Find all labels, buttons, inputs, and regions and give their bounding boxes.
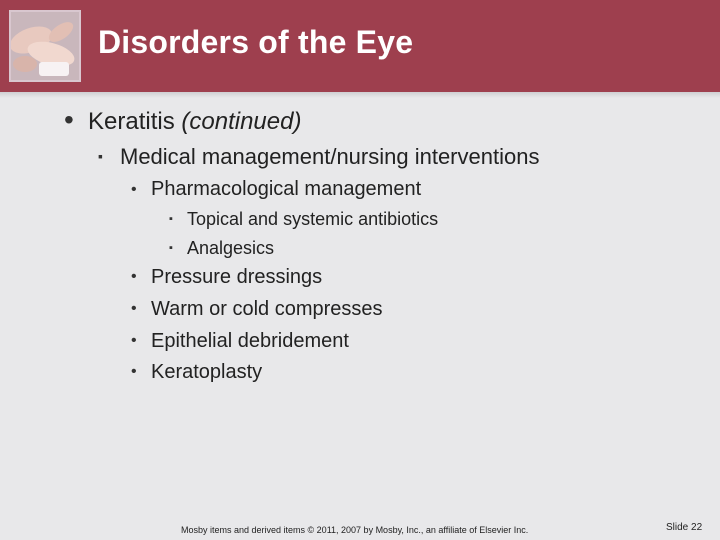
bullet-level4: ▪ <box>169 242 173 254</box>
bullet-keratitis <box>88 108 301 136</box>
continued-label: (continued) <box>181 108 302 135</box>
bullet-debridement: Epithelial debridement <box>151 330 349 352</box>
bullet-level3: • <box>131 332 137 349</box>
bullet-analgesics: Analgesics <box>187 238 275 258</box>
bullet-level1: • <box>64 104 74 135</box>
bullet-level3: • <box>131 268 137 285</box>
hands-photo-image <box>9 10 81 82</box>
slide-number: Slide 22 <box>666 522 703 533</box>
slide-title: Disorders of the Eye <box>98 24 414 60</box>
bullet-level3: • <box>131 363 137 380</box>
bullet-keratoplasty: Keratoplasty <box>151 361 263 383</box>
header-shadow <box>0 92 720 98</box>
bullet-level3: • <box>131 300 137 317</box>
keratitis-label: Keratitis <box>88 108 182 135</box>
bullet-level4: ▪ <box>169 213 173 225</box>
bullet-medical-management: Medical management/nursing interventions <box>120 144 540 169</box>
bullet-antibiotics: Topical and systemic antibiotics <box>187 209 439 229</box>
bullet-pressure-dressings: Pressure dressings <box>151 266 323 288</box>
copyright-footer: Mosby items and derived items © 2011, 2007 by Mosby, Inc., an affiliate of Elsevier Inc. <box>181 525 529 535</box>
bullet-level3: • <box>131 181 137 198</box>
bullet-pharmacological: Pharmacological management <box>151 178 422 200</box>
bullet-level2: ▪ <box>98 148 103 164</box>
bullet-compresses: Warm or cold compresses <box>151 298 383 320</box>
